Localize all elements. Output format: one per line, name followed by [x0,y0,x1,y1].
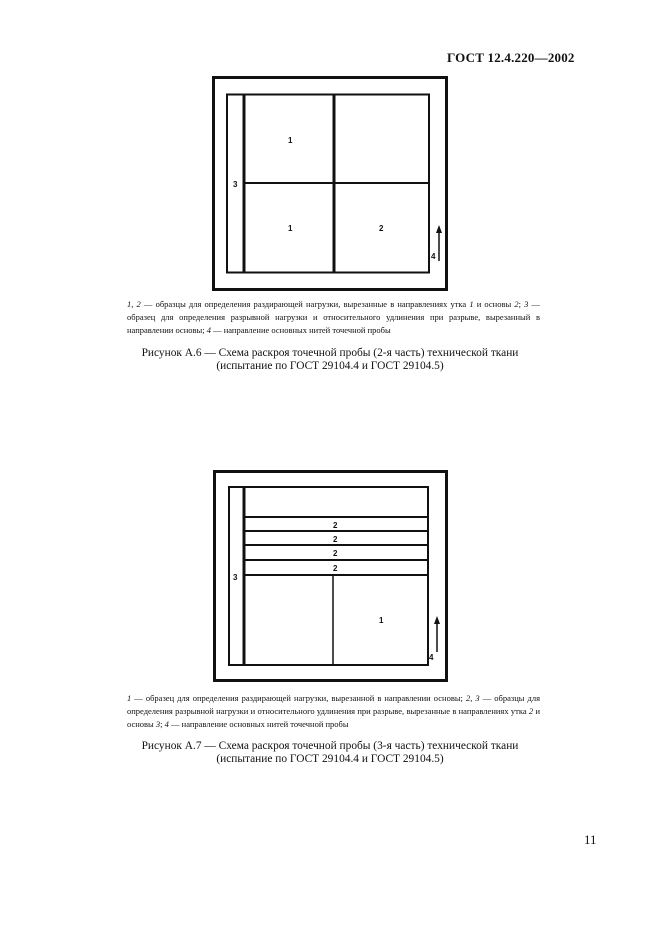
legend-num: 2 [514,299,519,309]
legend-text: , [131,299,137,309]
figure-a7-caption [120,740,540,765]
figure-a6-svg [212,76,448,291]
legend-text: — направление основных нитей точечной пробы [210,325,391,335]
warp-arrow-head [436,225,442,233]
label-arrow: 4 [429,653,434,662]
legend-text: — образцы для определения раздирающей нагрузки, вырезанные в направлениях утка [140,299,470,309]
caption-title: Рисунок А.6 — Схема раскроя точечной пробы (2-я часть) технической ткани [141,347,519,359]
label-arrow: 4 [431,252,436,261]
figure-a6-diagram [212,76,448,291]
caption-subtitle: (испытание по ГОСТ 29104.4 и ГОСТ 29104.5) [216,359,444,372]
label-strip: 3 [233,180,238,189]
figure-a7-diagram [213,470,448,682]
label-top-left: 1 [288,136,293,145]
figure-a7-svg [213,470,448,682]
legend-text: — образцы для определения разрывной нагрузки и относительного удлинения при разрыве, вырезанные в направлениях утка [127,693,541,716]
label-strip: 3 [233,573,238,582]
figure-a6-caption [120,347,540,372]
label-strip-2: 2 [333,535,338,544]
legend-text: и основы [473,299,515,309]
legend-text: — образец для определения разрывной нагрузки и относительного удлинения при разрыве, вырезанный в направлении основы; [127,299,541,335]
legend-num: 2 [136,299,141,309]
legend-num: 1 [127,693,132,703]
legend-num: 1 [127,299,132,309]
label-strip-3: 2 [333,549,338,558]
figure-a7-legend [127,692,540,731]
legend-text: — образец для определения раздирающей нагрузки, вырезанной в направлении основы; [131,693,466,703]
legend-num: 4 [206,325,211,335]
label-strip-1: 2 [333,521,338,530]
page-number: 11 [584,832,597,847]
legend-num: 3 [155,719,161,729]
legend-num: 2 [465,693,471,703]
legend-num: 2 [528,706,534,716]
caption-subtitle: (испытание по ГОСТ 29104.4 и ГОСТ 29104.5) [216,752,444,765]
legend-num: 3 [524,299,529,309]
legend-num: 1 [469,299,474,309]
legend-num: 3 [475,693,480,703]
warp-arrow-head [434,616,440,624]
caption-title: Рисунок А.7 — Схема раскроя точечной пробы (3-я часть) технической ткани [141,740,519,752]
legend-text: , [470,693,476,703]
legend-text: — направление основных нитей точечной пробы [168,719,349,729]
legend-text: и основы [127,706,540,729]
label-bottom-right: 2 [379,224,384,233]
document-header: ГОСТ 12.4.220—2002 [447,50,575,65]
label-bottom-right: 1 [379,616,384,625]
legend-num: 4 [164,719,169,729]
legend-text: ; [160,719,165,729]
figure-a6-legend [127,298,540,337]
legend-text: ; [518,299,525,309]
label-strip-4: 2 [333,564,338,573]
label-bottom-left: 1 [288,224,293,233]
